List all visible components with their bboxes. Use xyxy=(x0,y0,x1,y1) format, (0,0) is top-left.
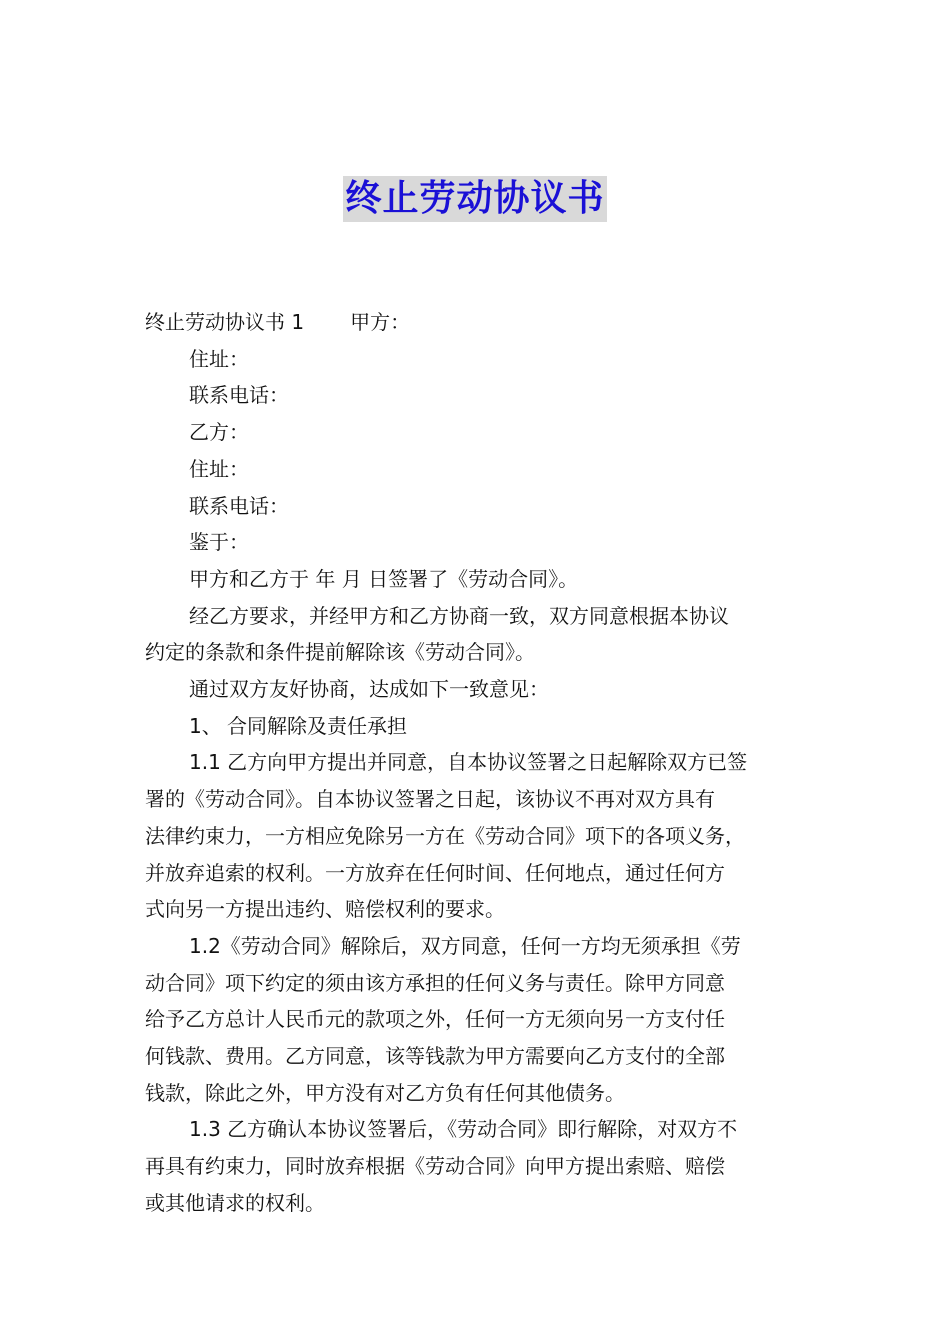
field-address-b: 住址： xyxy=(189,456,249,481)
recital-line: 甲方和乙方于 年 月 日签署了《劳动合同》。 xyxy=(189,566,579,591)
clause-line: 再具有约束力，同时放弃根据《劳动合同》向甲方提出索赔、赔偿 xyxy=(145,1154,725,1179)
document-title: 终止劳动协议书 xyxy=(343,176,606,222)
opening-line xyxy=(145,304,813,341)
field-phone-b: 联系电话： xyxy=(189,493,289,518)
field-phone-a: 联系电话： xyxy=(189,383,289,408)
clause-line: 何钱款、费用。乙方同意，该等钱款为甲方需要向乙方支付的全部 xyxy=(145,1044,725,1069)
clause-line: 1.1 乙方向甲方提出并同意，自本协议签署之日起解除双方已签 xyxy=(189,750,748,775)
recital-line: 通过双方友好协商，达成如下一致意见： xyxy=(189,677,549,702)
clause-line: 动合同》项下约定的须由该方承担的任何义务与责任。除甲方同意 xyxy=(145,970,725,995)
recital-line: 经乙方要求，并经甲方和乙方协商一致，双方同意根据本协议 xyxy=(189,603,729,628)
recital-line: 约定的条款和条件提前解除该《劳动合同》。 xyxy=(145,640,535,665)
clause-line: 1.2《劳动合同》解除后，双方同意，任何一方均无须承担《劳 xyxy=(189,933,741,958)
clause-line: 1.3 乙方确认本协议签署后，《劳动合同》即行解除，对双方不 xyxy=(189,1117,738,1142)
party-a-label: 甲方： xyxy=(350,310,411,334)
field-party-b: 乙方： xyxy=(189,420,249,445)
field-address-a: 住址： xyxy=(189,346,249,371)
section-number: 1、 xyxy=(189,713,222,738)
clause-line: 署的《劳动合同》。自本协议签署之日起，该协议不再对双方具有 xyxy=(145,787,715,812)
document-body xyxy=(145,304,813,1222)
clause-line: 钱款，除此之外，甲方没有对乙方负有任何其他债务。 xyxy=(145,1080,625,1105)
clause-line: 式向另一方提出违约、赔偿权利的要求。 xyxy=(145,897,505,922)
section-heading xyxy=(145,708,813,745)
clause-line: 法律约束力，一方相应免除另一方在《劳动合同》项下的各项义务， xyxy=(145,823,745,848)
section-title: 合同解除及责任承担 xyxy=(227,713,407,738)
clause-line: 给予乙方总计人民币元的款项之外，任何一方无须向另一方支付任 xyxy=(145,1007,725,1032)
agreement-heading: 终止劳动协议书 1 xyxy=(145,310,305,334)
title-container xyxy=(0,176,950,222)
clause-line: 或其他请求的权利。 xyxy=(145,1190,325,1215)
field-whereas: 鉴于： xyxy=(189,530,249,555)
clause-line: 并放弃追索的权利。一方放弃在任何时间、任何地点，通过任何方 xyxy=(145,860,725,885)
